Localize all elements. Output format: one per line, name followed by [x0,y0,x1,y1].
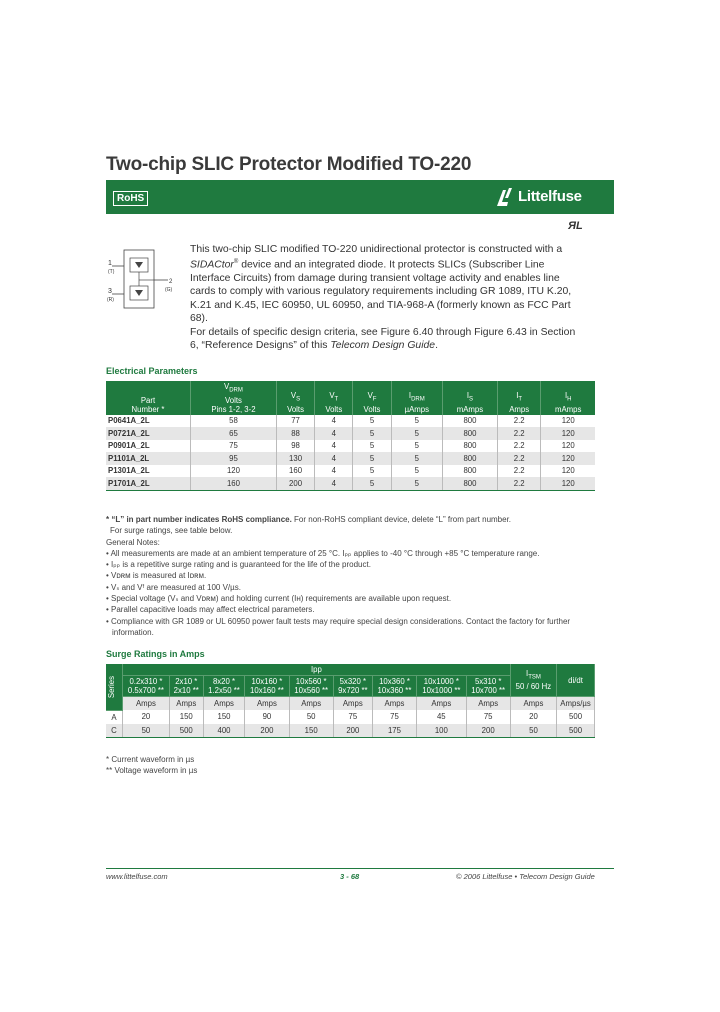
value-cell: 4 [315,427,353,440]
header-unit: mAmps [554,404,582,414]
value-cell: 200 [333,724,372,738]
waveform-header [372,676,416,697]
value-cell: 75 [372,710,416,724]
criteria-text-b: . [435,340,438,352]
part-number-cell: P0641A_2L [106,415,191,428]
column-header [353,381,391,415]
value-cell: 150 [169,710,203,724]
waveform-voltage: 2x10 ** [173,686,199,695]
itsm-header [510,664,556,697]
value-cell: 5 [353,415,391,428]
waveform-current: 2x10 * [175,677,198,686]
unit-cell: Amps [466,697,510,711]
part-number-cell: P1101A_2L [106,452,191,465]
value-cell: 5 [391,465,442,478]
header-line1: Part [140,395,156,405]
symbol-subscript: T [334,396,339,403]
symbol: I [516,391,519,400]
part-number-cell: P1701A_2L [106,477,191,490]
waveform-current: 8x20 * [212,677,236,686]
value-cell: 50 [123,724,170,738]
header-symbol [317,391,350,405]
value-cell: 120 [191,465,277,478]
notes-block [106,514,606,638]
waveform-voltage: 10x560 ** [294,686,329,695]
units-row [106,697,595,711]
waveform-header [466,676,510,697]
value-cell: 75 [333,710,372,724]
itsm-symbol [512,669,555,683]
value-cell: 500 [557,710,595,724]
intro-text-a: This two-chip SLIC modified TO-220 unidirectional protector is constructed with a [190,244,563,255]
header-unit: mAmps [456,404,484,414]
waveform-voltage: 10x700 ** [471,686,506,695]
general-notes-heading: General Notes: [106,537,160,547]
registered-mark: ® [233,259,239,266]
column-header [315,381,353,415]
logo-wordmark: Littelfuse [518,188,582,205]
value-cell: 175 [372,724,416,738]
waveform-current: 10x1000 * [423,677,459,686]
waveform-voltage: 1.2x50 ** [208,686,240,695]
value-cell: 75 [191,440,277,453]
value-cell: 800 [443,427,498,440]
rohs-badge: RoHS [113,191,148,206]
footer-rule [106,868,614,869]
page-title: Two-chip SLIC Protector Modified TO-220 [106,154,472,175]
symbol-subscript: H [567,396,572,403]
waveform-header [245,676,289,697]
value-cell: 2.2 [497,415,541,428]
waveform-header [203,676,245,697]
header-symbol [394,391,440,405]
symbol-subscript: F [372,396,377,403]
table-header-row [106,381,595,415]
didt-header: di/dt [557,664,595,697]
value-cell: 200 [276,477,314,490]
value-cell: 5 [391,477,442,490]
itsm-freq: 50 / 60 Hz [515,682,552,692]
header-line2: Number * [131,404,165,414]
waveform-header [123,676,170,697]
table-row [106,415,595,428]
value-cell: 800 [443,440,498,453]
value-cell: 4 [315,452,353,465]
electrical-parameters-table [106,381,595,491]
part-number-cell: P0721A_2L [106,427,191,440]
surge-section-title: Surge Ratings in Amps [106,649,205,659]
waveform-voltage: 9x720 ** [338,686,368,695]
pin2-label: 2 [169,279,173,285]
header-unit: µAmps [404,404,430,414]
header-symbol [279,391,312,405]
value-cell: 50 [289,710,333,724]
value-cell: 2.2 [497,427,541,440]
symbol: I [408,391,412,400]
value-cell: 90 [245,710,289,724]
symbol: V [224,382,230,391]
column-header [191,381,277,415]
waveform-header [169,676,203,697]
header-symbol [355,391,388,405]
voltage-waveform-note: ** Voltage waveform in µs [106,766,198,776]
value-cell: 120 [541,427,595,440]
waveform-voltage: 10x160 ** [250,686,284,695]
value-cell: 5 [391,415,442,428]
table-row [106,465,595,478]
footer-url[interactable]: www.littelfuse.com [106,872,168,881]
electrical-section-title: Electrical Parameters [106,366,198,376]
column-header [541,381,595,415]
ul-recognized-icon: ЯL [568,220,583,232]
value-cell: 5 [353,427,391,440]
table-row [106,724,595,738]
header-symbol [193,382,274,396]
value-cell: 4 [315,440,353,453]
value-cell: 160 [191,477,277,490]
value-cell: 200 [466,724,510,738]
value-cell: 5 [391,452,442,465]
value-cell: 2.2 [497,452,541,465]
value-cell: 5 [353,440,391,453]
pin3-sub: (R) [107,297,114,303]
value-cell: 95 [191,452,277,465]
general-notes-list [106,548,606,638]
unit-cell: Amps [245,697,289,711]
waveform-current: 0.2x310 * [129,677,163,686]
unit-cell: Amps [372,697,416,711]
criteria-text-a: For details of specific design criteria, see Figure 6.40 through Figure 6.43 in Section 6, “Reference Designs” of this [190,327,576,352]
column-header [497,381,541,415]
value-cell: 5 [391,440,442,453]
part-number-cell: P0901A_2L [106,440,191,453]
symbol: V [290,391,297,400]
waveform-current: 5x320 * [339,677,367,686]
value-cell: 5 [353,465,391,478]
value-cell: 2.2 [497,440,541,453]
value-cell: 58 [191,415,277,428]
symbol: I [564,391,568,400]
guide-title: Telecom Design Guide [330,340,436,352]
note-item: • Vₛ and Vᶠ are measured at 100 V/µs. [106,582,241,592]
header-symbol [445,391,495,405]
note-item: • Vᴅʀᴍ is measured at Iᴅʀᴍ. [106,571,207,581]
column-header [276,381,314,415]
value-cell: 500 [169,724,203,738]
symbol: I [466,391,470,400]
waveform-voltage: 10x1000 ** [422,686,461,695]
waveform-current: 10x560 * [295,677,327,686]
value-cell: 120 [541,452,595,465]
surge-see-note: For surge ratings, see table below. [110,526,233,536]
unit-cell: Amps [169,697,203,711]
pins-label: Pins 1-2, 3-2 [211,404,256,414]
value-cell: 98 [276,440,314,453]
value-cell: 88 [276,427,314,440]
current-waveform-note: * Current waveform in µs [106,755,195,764]
rohs-note-bold: * “L” in part number indicates RoHS compliance. [106,515,292,524]
device-schematic [106,246,178,316]
value-cell: 150 [289,724,333,738]
surge-footnotes [106,754,606,777]
header-unit: Volts [325,404,343,414]
sidactor-term: SIDACtor [190,259,234,271]
column-header [443,381,498,415]
rohs-note-rest: For non-RoHS compliant device, delete “L” from part number. [291,515,512,524]
pin1-label: 1 [108,260,112,267]
unit-cell: Amps [123,697,170,711]
unit-cell: Amps [510,697,556,711]
logo-mark-icon [494,186,516,208]
value-cell: 120 [561,466,575,476]
header-unit: Amps [509,404,530,414]
part-number-cell: P1301A_2L [106,465,191,478]
value-cell: 150 [203,710,245,724]
unit-cell: Amps/µs [557,697,595,711]
value-cell: 100 [417,724,466,738]
note-item: • All measurements are made at an ambient temperature of 25 °C. Iₚₚ applies to -40 °C through +85 °C temperature range. [106,548,540,558]
value-cell: 800 [443,452,498,465]
waveform-current: 10x160 * [251,677,283,686]
ipp-header: Ipp [123,664,511,676]
value-cell: 500 [557,724,595,738]
footer-copyright: © 2006 Littelfuse • Telecom Design Guide [456,872,595,881]
value-cell: 400 [203,724,245,738]
value-cell: 120 [561,416,575,426]
symbol-subscript: T [518,396,523,403]
value-cell: 800 [443,465,498,478]
pin1-sub: (T) [108,269,115,275]
waveform-current: 10x360 * [379,677,410,686]
value-cell: 130 [276,452,314,465]
value-cell: 75 [466,710,510,724]
symbol-subscript: S [469,396,474,403]
header-symbol [543,391,593,405]
waveform-voltage: 10x360 ** [377,686,412,695]
series-cell: A [106,710,123,724]
unit-cell: Amps [417,697,466,711]
value-cell: 45 [417,710,466,724]
symbol: I [526,668,529,678]
symbol-subscript: TSM [528,674,541,681]
note-item: • Parallel capacitive loads may affect electrical parameters. [106,605,315,615]
waveform-current: 5x310 * [474,677,502,686]
symbol-subscript: DRM [229,387,243,394]
value-cell: 2.2 [497,477,541,490]
intro-text-b: device and an integrated diode. It protects SLICs (Subscriber Line Interface Circuits) from damage during transient voltage activity and enables line cards to comply with various regulatory requirements including GR 1089, ITU K.20, K.21 and K.45, IEC 60950, UL 60950, and TIA-968-A (formerly known as FCC Part 68). [190,259,572,324]
surge-header-row [106,664,595,676]
value-cell: 5 [353,477,391,490]
value-cell: 4 [315,415,353,428]
value-cell: 120 [541,477,595,490]
symbol: V [329,391,335,400]
value-cell: 800 [443,477,498,490]
series-label: Series [107,675,116,698]
symbol: V [367,391,373,400]
value-cell: 5 [353,452,391,465]
waveform-header [417,676,466,697]
note-item: • Compliance with GR 1089 or UL 60950 power fault tests may require special design considerations. Contact the factory for further information. [106,616,571,637]
header-symbol [500,391,539,405]
table-row [106,477,595,490]
value-cell: 4 [315,465,353,478]
value-cell: 2.2 [497,465,541,478]
waveform-header [333,676,372,697]
header-unit: Volts [287,404,304,414]
value-cell: 77 [276,415,314,428]
value-cell: 120 [561,441,575,451]
value-cell: 160 [276,465,314,478]
column-header [106,381,191,415]
intro-paragraph [190,243,580,325]
series-header [106,664,123,710]
value-cell: 20 [510,710,556,724]
symbol-subscript: S [296,396,301,403]
pin3-label: 3 [108,288,112,295]
littelfuse-logo [494,186,606,208]
table-row [106,452,595,465]
note-item: • Special voltage (Vₛ and Vᴅʀᴍ) and holding current (Iʜ) requirements are available upon request. [106,594,452,604]
table-row [106,440,595,453]
page-number: 3 - 68 [340,872,360,881]
series-cell: C [106,724,123,738]
table-row [106,427,595,440]
value-cell: 800 [443,415,498,428]
unit-cell: Amps [333,697,372,711]
value-cell: 200 [245,724,289,738]
header-unit: Volts [363,404,381,414]
table-row [106,710,595,724]
design-criteria-paragraph [190,326,580,353]
value-cell: 5 [391,427,442,440]
value-cell: 50 [510,724,556,738]
value-cell: 4 [315,477,353,490]
value-cell: 20 [123,710,170,724]
column-header [391,381,442,415]
note-item: • Iₚₚ is a repetitive surge rating and is guaranteed for the life of the product. [106,560,371,570]
waveform-voltage: 0.5x700 ** [127,686,164,695]
surge-ratings-table [106,664,595,738]
value-cell: 65 [191,427,277,440]
pin2-sub: (G) [165,287,173,293]
unit-cell: Amps [203,697,245,711]
symbol-subscript: DRM [411,396,425,403]
waveform-header [289,676,333,697]
unit-cell: Amps [289,697,333,711]
header-unit: Volts [225,395,242,405]
